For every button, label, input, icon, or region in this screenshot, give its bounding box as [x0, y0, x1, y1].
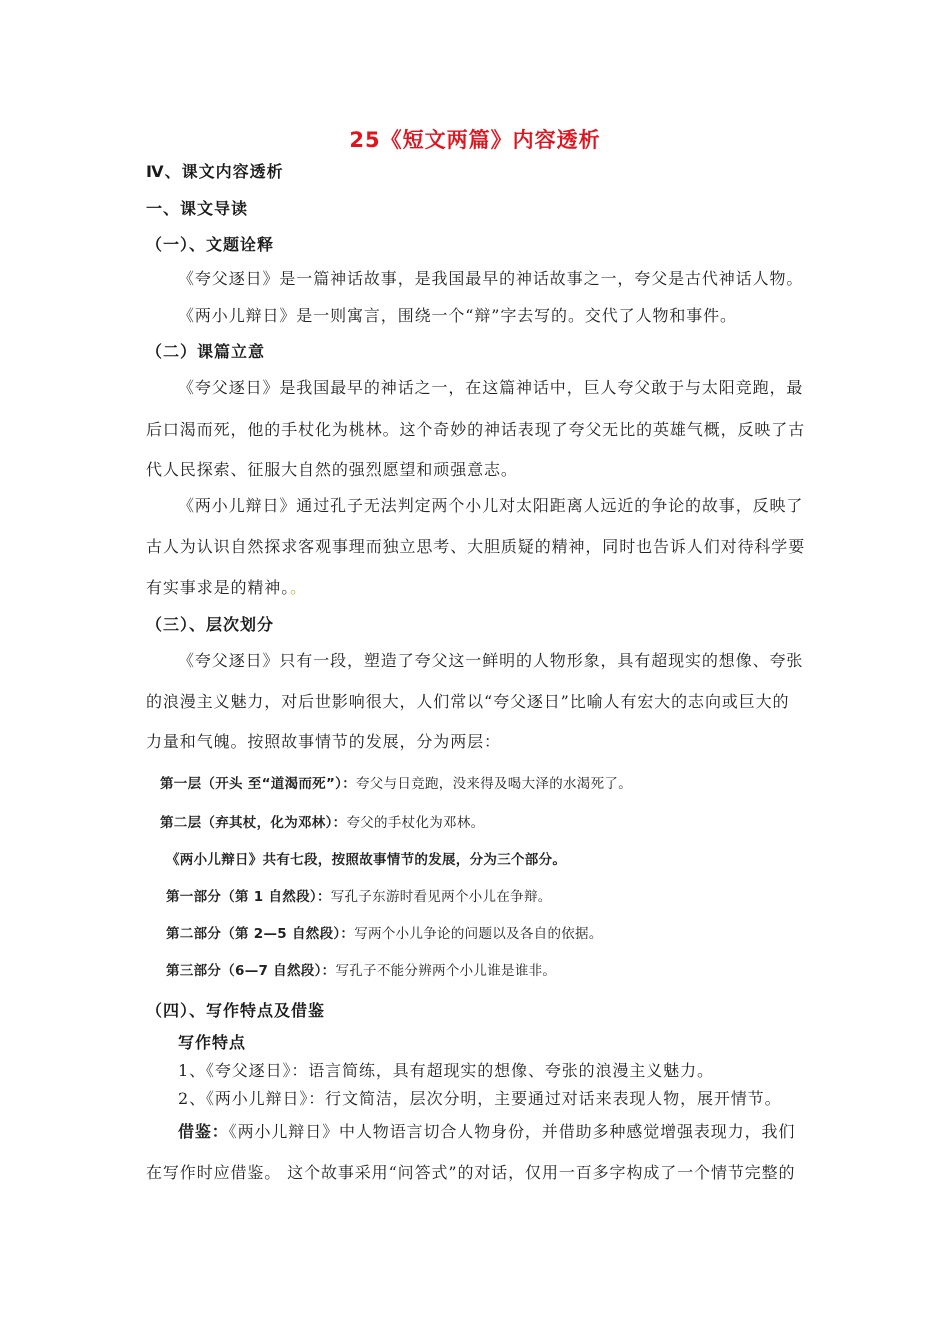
feature-item: 1、《夸父逐日》：语言简练，具有超现实的想像、夸张的浪漫主义魅力。 — [178, 1061, 714, 1080]
layer-text: 夸父与日竞跑，没来得及喝大泽的水渴死了。 — [356, 776, 632, 792]
paragraph-line: 《两小儿辩日》是一则寓言，围绕一个“辩”字去写的。交代了人物和事件。 — [178, 306, 737, 325]
paragraph-line: 代人民探索、征服大自然的强烈愿望和顽强意志。 — [146, 460, 518, 479]
stray-mark: 。 — [290, 578, 308, 597]
borrow-paragraph — [178, 1122, 795, 1142]
paragraph-line: 《夸父逐日》只有一段，塑造了夸父这一鲜明的人物形象，具有超现实的想像、夸张 — [178, 651, 804, 670]
paragraph-line: 《夸父逐日》是我国最早的神话之一，在这篇神话中，巨人夸父敢于与太阳竞跑，最 — [178, 378, 804, 397]
subheading-structure: （三）、层次划分 — [146, 615, 275, 634]
paragraph-line: 《两小儿辩日》通过孔子无法判定两个小儿对太阳距离人远近的争论的故事，反映了 — [178, 496, 804, 515]
section-heading-guide: 一、课文导读 — [146, 199, 249, 218]
part-item — [166, 961, 556, 981]
part-label: 第三部分（6—7 自然段）： — [166, 963, 336, 979]
subheading-writing: （四）、写作特点及借鉴 — [146, 1001, 326, 1020]
page-title: 25《短文两篇》内容透析 — [349, 128, 601, 152]
paragraph-line: 力量和气魄。按照故事情节的发展，分为两层： — [146, 732, 501, 751]
part-item — [166, 887, 552, 907]
subheading-theme: （二）课篇立意 — [146, 342, 266, 361]
layer-item — [160, 774, 632, 794]
part-text: 写孔子不能分辨两个小儿谁是谁非。 — [335, 963, 557, 979]
paragraph-line: 《夸父逐日》是一篇神话故事，是我国最早的神话故事之一，夸父是古代神话人物。 — [178, 269, 804, 288]
borrow-label: 借鉴： — [178, 1122, 229, 1141]
paragraph-text: 有实事求是的精神。 — [146, 578, 291, 597]
part-label: 第二部分（第 2—5 自然段）： — [166, 926, 355, 942]
part-label: 第一部分（第 1 自然段）： — [166, 889, 331, 905]
part-item — [166, 924, 603, 944]
layer-item — [160, 813, 484, 833]
parts-intro: 《两小儿辩日》共有七段，按照故事情节的发展，分为三个部分。 — [166, 852, 567, 868]
part-text: 写孔子东游时看见两个小儿在争辩。 — [330, 889, 552, 905]
layer-text: 夸父的手杖化为邓林。 — [346, 815, 485, 831]
paragraph-line: 后口渴而死，他的手杖化为桃林。这个奇妙的神话表现了夸父无比的英雄气概，反映了古 — [146, 420, 806, 439]
paragraph-line: 古人为认识自然探求客观事理而独立思考、大胆质疑的精神，同时也告诉人们对待科学要 — [146, 537, 806, 556]
feature-item: 2、《两小儿辩日》：行文简洁，层次分明，主要通过对话来表现人物，展开情节。 — [178, 1089, 782, 1108]
section-heading-main: Ⅳ、课文内容透析 — [146, 162, 284, 181]
subheading-title-explanation: （一）、文题诠释 — [146, 235, 275, 254]
paragraph-line: 在写作时应借鉴。 这个故事采用“问答式”的对话，仅用一百多字构成了一个情节完整的 — [146, 1163, 796, 1182]
paragraph-line — [146, 578, 307, 598]
paragraph-line: 的浪漫主义魅力，对后世影响很大，人们常以“夸父逐日”比喻人有宏大的志向或巨大的 — [146, 692, 790, 711]
subheading-features: 写作特点 — [178, 1033, 247, 1052]
part-text: 写两个小儿争论的问题以及各自的依据。 — [354, 926, 603, 942]
layer-label: 第一层（开头 至“道渴而死”）： — [160, 776, 356, 792]
layer-label: 第二层（弃其杖，化为邓林）： — [160, 815, 347, 831]
borrow-text: 《两小儿辩日》中人物语言切合人物身份，并借助多种感觉增强表现力，我们 — [228, 1122, 796, 1141]
